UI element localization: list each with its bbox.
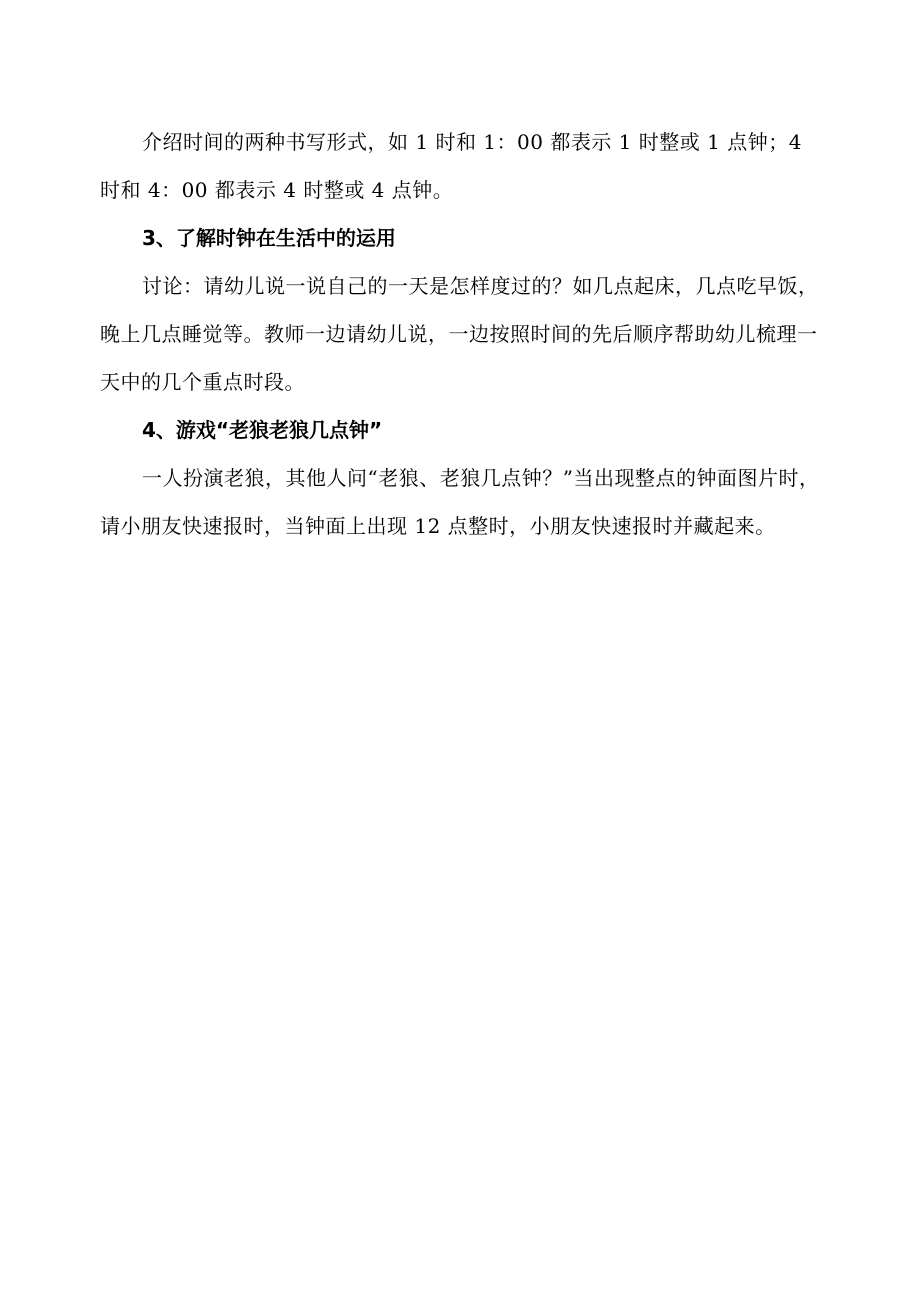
paragraph-time-formats: 介绍时间的两种书写形式，如 1 时和 1：00 都表示 1 时整或 1 点钟；4 时和 4：00 都表示 4 时整或 4 点钟。 (100, 130, 802, 202)
paragraph-game: 一人扮演老狼，其他人问“老狼、老狼几点钟？”当出现整点的钟面图片时，请小朋友快速报时，当钟面上出现 12 点整时，小朋友快速报时并藏起来。 (100, 466, 820, 538)
section-heading-3: 3、了解时钟在生活中的运用 (142, 226, 396, 250)
document-body (100, 118, 820, 550)
section-heading-4: 4、游戏“老狼老狼几点钟” (142, 418, 383, 442)
paragraph-discussion: 讨论：请幼儿说一说自己的一天是怎样度过的？如几点起床，几点吃早饭，晚上几点睡觉等。教师一边请幼儿说，一边按照时间的先后顺序帮助幼儿梳理一天中的几个重点时段。 (100, 274, 819, 394)
